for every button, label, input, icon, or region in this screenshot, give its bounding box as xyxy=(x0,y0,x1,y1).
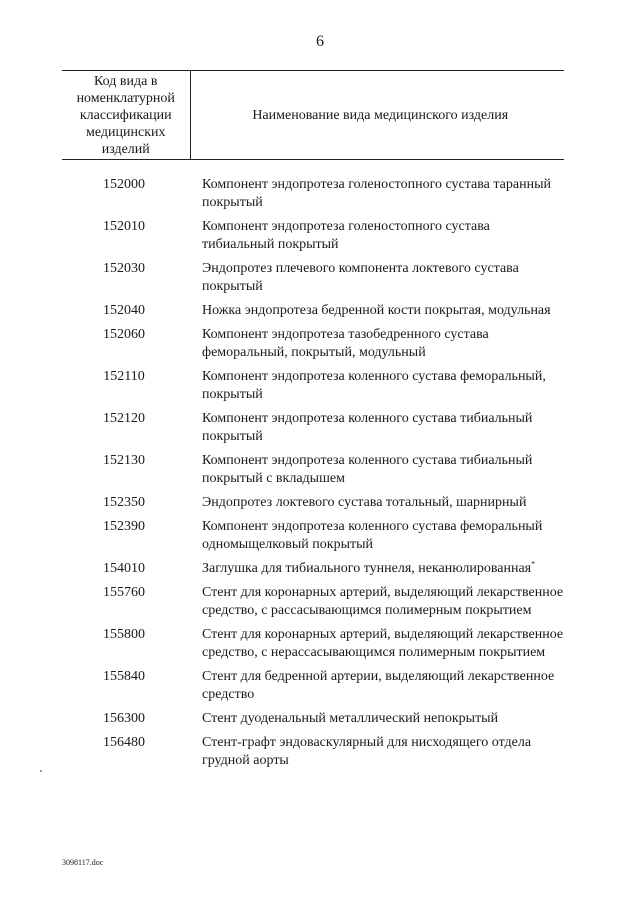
row-name: Эндопротез плечевого компонента локтевого сустава покрытый xyxy=(202,261,519,294)
row-name: Компонент эндопротеза коленного сустава тибиальный покрытый xyxy=(202,411,533,444)
table-row xyxy=(62,326,564,368)
row-name: Компонент эндопротеза коленного сустава тибиальный покрытый с вкладышем xyxy=(202,453,533,486)
row-code: 155800 xyxy=(103,627,145,642)
row-name-cell xyxy=(190,734,564,776)
row-name-cell xyxy=(190,584,564,626)
row-name-cell xyxy=(190,452,564,494)
row-name: Стент для коронарных артерий, выделяющий лекарственное средство, с рассасывающимся полимерным покрытием xyxy=(202,585,564,618)
row-code: 152060 xyxy=(103,327,145,342)
table-row xyxy=(62,218,564,260)
table-row xyxy=(62,160,564,219)
row-code: 152120 xyxy=(103,411,145,426)
row-code: 152350 xyxy=(103,495,145,510)
table-header-row xyxy=(62,71,564,160)
row-name: Компонент эндопротеза голеностопного сустава тибиальный покрытый xyxy=(202,219,490,252)
row-name-cell xyxy=(190,218,564,260)
table-row xyxy=(62,494,564,518)
row-name: Стент дуоденальный металлический непокрытый xyxy=(202,711,499,726)
row-name: Ножка эндопротеза бедренной кости покрытая, модульная xyxy=(202,303,551,318)
row-name-cell xyxy=(190,160,564,219)
row-name-cell xyxy=(190,260,564,302)
footnote-mark: * xyxy=(531,559,536,569)
row-name-cell xyxy=(190,668,564,710)
table-row xyxy=(62,260,564,302)
table-row xyxy=(62,710,564,734)
row-name: Стент для бедренной артерии, выделяющий лекарственное средство xyxy=(202,669,555,702)
row-code: 152040 xyxy=(103,303,145,318)
table-row xyxy=(62,302,564,326)
row-name-cell xyxy=(190,302,564,326)
row-name: Заглушка для тибиального туннеля, неканюлированная xyxy=(202,561,532,576)
file-name-footer: 3098117.doc xyxy=(62,858,104,867)
table-row xyxy=(62,410,564,452)
row-name: Компонент эндопротеза тазобедренного сустава феморальный, покрытый, модульный xyxy=(202,327,489,360)
row-code: 152030 xyxy=(103,261,145,276)
row-code: 154010 xyxy=(103,561,145,576)
row-name-cell xyxy=(190,326,564,368)
row-name-cell xyxy=(190,560,564,584)
row-code: 156300 xyxy=(103,711,145,726)
row-name: Компонент эндопротеза коленного сустава феморальный, покрытый xyxy=(202,369,546,402)
row-code: 152390 xyxy=(103,519,145,534)
name-column-header: Наименование вида медицинского изделия xyxy=(190,71,564,160)
code-column-header: Код вида в номенклатурной классификации медицинских изделий xyxy=(62,71,190,160)
table-row xyxy=(62,452,564,494)
row-name: Стент-графт эндоваскулярный для нисходящего отдела грудной аорты xyxy=(202,735,532,768)
table-body xyxy=(62,160,564,777)
table-row xyxy=(62,734,564,776)
row-code: 152010 xyxy=(103,219,145,234)
row-name-cell xyxy=(190,626,564,668)
row-name-cell xyxy=(190,368,564,410)
row-name: Компонент эндопротеза голеностопного сустава таранный покрытый xyxy=(202,177,551,210)
table-row xyxy=(62,518,564,560)
table-row xyxy=(62,584,564,626)
row-name: Компонент эндопротеза коленного сустава феморальный одномыщелковый покрытый xyxy=(202,519,543,552)
table-row xyxy=(62,560,564,584)
row-code: 155760 xyxy=(103,585,145,600)
row-code: 152130 xyxy=(103,453,145,468)
table-row xyxy=(62,368,564,410)
row-name-cell xyxy=(190,494,564,518)
row-code: 156480 xyxy=(103,735,145,750)
row-name-cell xyxy=(190,710,564,734)
scan-speck xyxy=(40,770,42,772)
row-code: 155840 xyxy=(103,669,145,684)
row-code: 152110 xyxy=(103,369,145,384)
row-name-cell xyxy=(190,518,564,560)
page-number: 6 xyxy=(316,33,324,50)
row-name: Стент для коронарных артерий, выделяющий лекарственное средство, с нерассасывающимся полимерным покрытием xyxy=(202,627,564,660)
row-name-cell xyxy=(190,410,564,452)
table-row xyxy=(62,626,564,668)
device-table xyxy=(62,70,564,776)
row-code: 152000 xyxy=(103,177,145,192)
row-name: Эндопротез локтевого сустава тотальный, шарнирный xyxy=(202,495,527,510)
table-row xyxy=(62,668,564,710)
